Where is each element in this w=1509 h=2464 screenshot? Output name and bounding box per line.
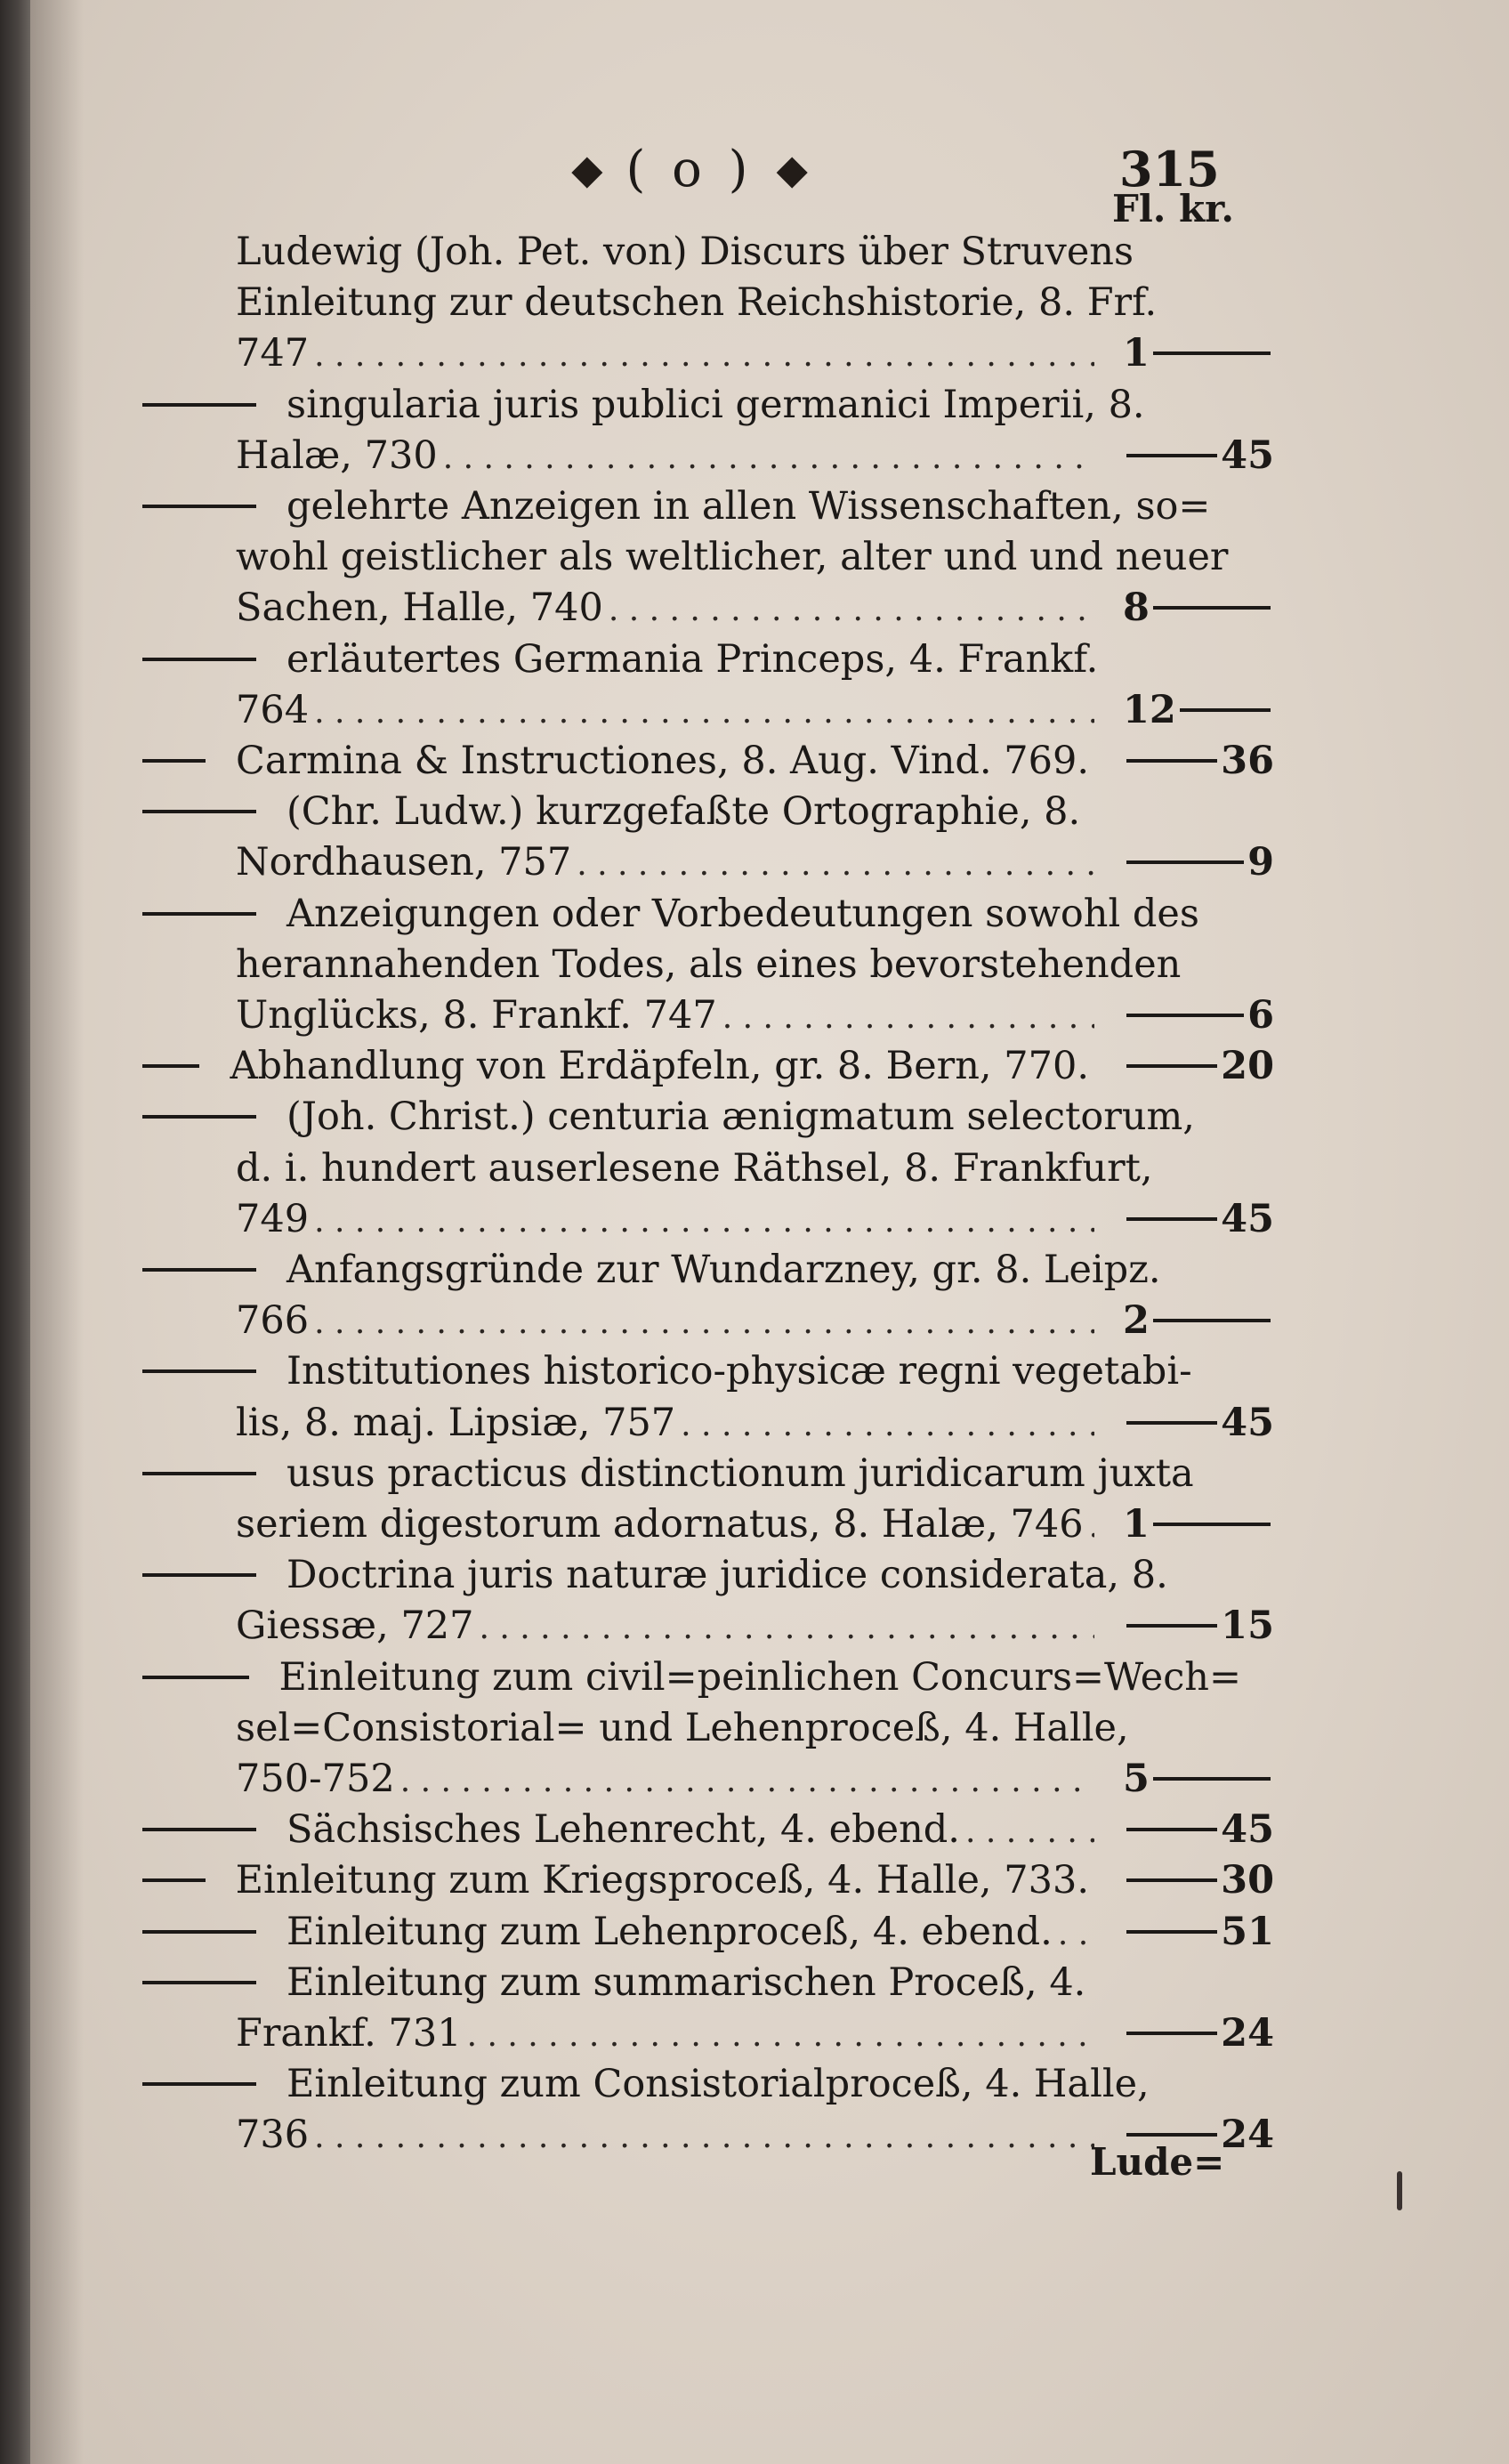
signature-mark: ( o ) [625,140,754,198]
price-dash [1153,1777,1271,1781]
catalog-line [142,736,1094,786]
ditto-dash [142,403,256,407]
leader-dots [309,688,1094,738]
ditto-dash [142,1064,199,1068]
catalog-line [236,990,1094,1040]
ditto-dash [142,1472,256,1475]
price-cell [1123,431,1274,481]
catalog-line [142,1805,1094,1854]
catalog-line [142,787,1241,836]
price-dash [1126,759,1217,763]
gutter-shadow [30,0,84,2464]
price-florin: 2 [1123,1298,1150,1343]
entry-text: seriem digestorum adornatus, 8. Halæ, 746 [236,1502,1084,1547]
price-florin: 1 [1123,331,1150,376]
price-kreuzer: 24 [1221,2011,1274,2056]
catalog-line [142,1245,1241,1295]
price-kreuzer: 45 [1221,1197,1274,1241]
entry-text: Einleitung zum Kriegsproceß, 4. Halle, 733. [235,1858,1089,1903]
leader-dots [1053,1910,1094,1959]
entry-text: Institutiones historico-physicæ regni vegetabi- [286,1349,1192,1394]
price-dash [1126,1828,1217,1831]
entry-text: 766 [236,1298,310,1343]
catalog-line [142,889,1241,939]
price-kreuzer: 30 [1221,1858,1274,1903]
price-cell [1123,583,1274,633]
leader-dots [309,331,1094,381]
price-cell [1123,736,1274,786]
price-dash [1126,1624,1217,1628]
catalog-line [142,2059,1241,2109]
ditto-dash [142,1878,206,1882]
ditto-dash [142,1676,249,1679]
entry-text: d. i. hundert auserlesene Räthsel, 8. Frankfurt, [236,1146,1153,1191]
price-dash [1126,1421,1217,1425]
price-dash [1126,860,1244,864]
entry-text: 736 [236,2113,310,2157]
leader-dots [462,2011,1094,2061]
catalog-line [142,1449,1241,1499]
price-cell [1123,1601,1274,1651]
price-dash [1126,2032,1217,2035]
price-kreuzer: 24 [1221,2113,1274,2157]
ditto-dash [142,2082,256,2086]
catalog-line [142,481,1241,531]
price-cell [1123,1499,1274,1549]
catalog-line [142,1346,1241,1396]
leader-dots [1089,739,1094,788]
price-dash [1126,1014,1244,1017]
price-cell [1123,328,1274,378]
price-kreuzer: 9 [1247,840,1274,885]
catalog-line [236,837,1094,887]
entry-text: Einleitung zum Consistorialproceß, 4. Halle, [286,2062,1150,2106]
catalog-line [142,380,1241,430]
price-dash [1153,351,1271,355]
entry-text: usus practicus distinctionum juridicarum juxta [286,1451,1194,1496]
left-ornament-icon: ◆ [571,145,603,193]
leader-dots [960,1807,1094,1857]
entry-text: Sachen, Halle, 740 [236,586,603,630]
leader-dots [309,2113,1094,2162]
price-cell [1123,837,1274,887]
catalog-line [236,940,1241,990]
price-cell [1123,1296,1274,1345]
ditto-dash [142,1268,256,1272]
entry-text: Doctrina juris naturæ juridice considerata, 8. [286,1553,1168,1597]
ditto-dash [142,759,206,763]
catalog-line [236,1143,1241,1193]
catalog-line [142,1958,1241,2008]
entry-text: (Chr. Ludw.) kurzgefaßte Ortographie, 8. [286,789,1081,834]
price-florin: 1 [1123,1502,1150,1547]
entry-text: erläutertes Germania Princeps, 4. Frankf. [286,637,1099,682]
price-column-heading: Fl. kr. [1112,187,1235,230]
price-cell [1123,990,1274,1040]
ditto-dash [142,1981,256,1984]
entry-text: Nordhausen, 757 [236,840,572,885]
leader-dots [438,433,1094,483]
price-cell [1123,1754,1274,1804]
entry-text: 749 [236,1197,310,1241]
catchword: Lude= [1090,2140,1225,2184]
catalog-line [142,1907,1094,1957]
ditto-dash [142,810,256,813]
price-kreuzer: 45 [1221,1401,1274,1445]
price-kreuzer: 45 [1221,433,1274,478]
price-cell [1123,685,1274,735]
catalog-line [236,1499,1094,1549]
price-dash [1153,606,1271,610]
page-header [512,133,867,205]
price-cell [1123,1398,1274,1448]
entry-text: Carmina & Instructiones, 8. Aug. Vind. 769. [235,739,1089,783]
price-cell [1123,1855,1274,1905]
entry-text: Einleitung zum summarischen Proceß, 4. [286,1960,1086,2005]
price-dash [1153,1523,1271,1526]
catalog-line [236,1296,1094,1345]
ditto-dash [142,912,256,916]
price-dash [1126,1930,1217,1934]
ink-mark [1397,2171,1402,2210]
catalog-line [142,634,1241,684]
leader-dots [675,1401,1094,1450]
page-number: 315 [1119,141,1220,198]
entry-text: 750-752 [236,1757,395,1801]
price-cell [1123,1805,1274,1854]
catalog-line [236,1194,1094,1244]
leader-dots [395,1757,1094,1806]
catalog-line [236,431,1094,481]
leader-dots [309,1197,1094,1247]
catalog-line [142,1041,1094,1091]
entry-text: 747 [236,331,310,376]
price-kreuzer: 36 [1221,739,1274,783]
price-dash [1126,1217,1217,1221]
right-ornament-icon: ◆ [776,145,808,193]
entry-text: Abhandlung von Erdäpfeln, gr. 8. Bern, 770. [230,1044,1089,1088]
entry-text: Unglücks, 8. Frankf. 747 [236,993,717,1038]
leader-dots [1084,1502,1094,1552]
catalog-line [236,227,1241,277]
price-florin: 8 [1123,586,1150,630]
price-cell [1123,1041,1274,1091]
ditto-dash [142,1828,256,1831]
entry-text: Sächsisches Lehenrecht, 4. ebend. [286,1807,960,1852]
catalog-line [236,278,1241,327]
price-florin: 12 [1123,688,1176,732]
entry-text: Frankf. 731 [236,2011,462,2056]
price-dash [1180,708,1271,712]
catalog-line [236,583,1094,633]
ditto-dash [142,1115,256,1119]
ditto-dash [142,658,256,661]
price-kreuzer: 15 [1221,1604,1274,1648]
entry-text: (Joh. Christ.) centuria ænigmatum selectorum, [286,1095,1195,1139]
leader-dots [309,1298,1094,1348]
catalog-line [142,1092,1241,1142]
catalog-line [236,2110,1094,2160]
leader-dots [474,1604,1094,1653]
entry-text: 764 [236,688,310,732]
book-spine-shadow [0,0,30,2464]
catalog-line [142,1855,1094,1905]
price-kreuzer: 20 [1221,1044,1274,1088]
catalog-line [236,1601,1094,1651]
ditto-dash [142,505,256,508]
entry-text: Giessæ, 727 [236,1604,474,1648]
catalog-line [236,1398,1094,1448]
catalog-line [236,1754,1094,1804]
entry-text: Einleitung zum Lehenproceß, 4. ebend. [286,1910,1053,1954]
price-dash [1153,1319,1271,1322]
entry-text: lis, 8. maj. Lipsiæ, 757 [236,1401,676,1445]
price-kreuzer: 45 [1221,1807,1274,1852]
leader-dots [717,993,1094,1043]
price-cell [1123,1194,1274,1244]
leader-dots [1089,1858,1094,1908]
entry-text: singularia juris publici germanici Imperii, 8. [286,383,1145,427]
leader-dots [603,586,1094,635]
price-dash [1126,1878,1217,1882]
entry-text: Einleitung zur deutschen Reichshistorie, 8. Frf. [236,280,1158,325]
price-dash [1126,2133,1217,2137]
price-kreuzer: 6 [1247,993,1274,1038]
price-dash [1126,1064,1217,1068]
price-dash [1126,454,1217,457]
price-florin: 5 [1123,1757,1150,1801]
price-cell [1123,2008,1274,2058]
entry-text: Anzeigungen oder Vorbedeutungen sowohl des [286,892,1199,936]
catalog-line [236,2008,1094,2058]
catalog-line [236,685,1094,735]
leader-dots [571,840,1094,890]
ditto-dash [142,1369,256,1373]
entry-text: wohl geistlicher als weltlicher, alter und und neuer [236,535,1229,579]
ditto-dash [142,1573,256,1577]
entry-text: Halæ, 730 [236,433,438,478]
entry-text: gelehrte Anzeigen in allen Wissenschaften, so= [286,484,1211,529]
entry-text: sel=Consistorial= und Lehenproceß, 4. Halle, [236,1706,1129,1750]
entry-text: Einleitung zum civil=peinlichen Concurs=Wech= [278,1655,1241,1700]
catalog-line [236,1703,1241,1753]
catalog-line [142,1550,1241,1600]
entry-text: Ludewig (Joh. Pet. von) Discurs über Struvens [236,230,1134,274]
price-cell [1123,1907,1274,1957]
catalog-line [236,328,1094,378]
ditto-dash [142,1930,256,1934]
entry-text: herannahenden Todes, als eines bevorstehenden [236,942,1182,987]
price-kreuzer: 51 [1221,1910,1274,1954]
entry-text: Anfangsgründe zur Wundarzney, gr. 8. Leipz. [286,1248,1161,1292]
catalog-line [142,1652,1241,1702]
catalog-line [236,532,1241,582]
leader-dots [1089,1044,1094,1094]
